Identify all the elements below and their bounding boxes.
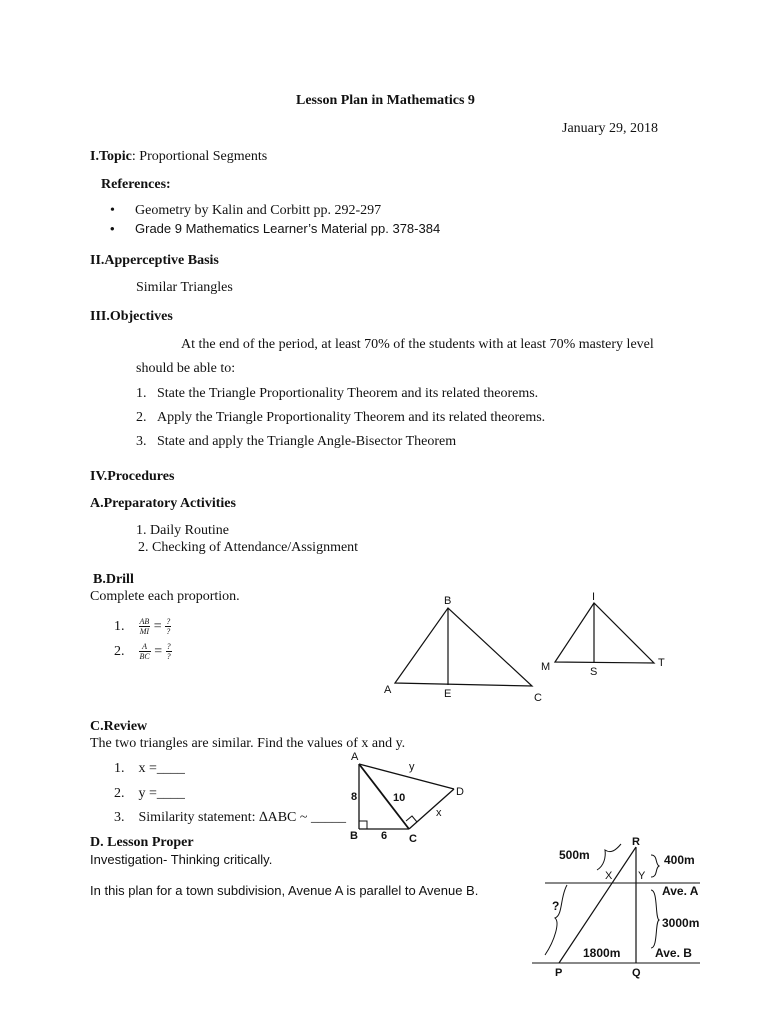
label-b: B bbox=[444, 595, 452, 607]
drill-item-number: 2. bbox=[114, 644, 125, 659]
right-angle-b bbox=[359, 821, 367, 829]
label-c: C bbox=[534, 692, 542, 704]
label-10: 10 bbox=[393, 792, 406, 804]
reference-item: • Geometry by Kalin and Corbitt pp. 292-297 bbox=[110, 202, 440, 220]
label-e: E bbox=[444, 688, 452, 700]
label-y: y bbox=[409, 761, 415, 773]
review-item-number: 1. bbox=[114, 761, 125, 776]
review-instruction: The two triangles are similar. Find the values of x and y. bbox=[90, 736, 406, 751]
label-x: X bbox=[605, 870, 613, 882]
label-a: A bbox=[384, 684, 392, 696]
side-dc bbox=[409, 789, 454, 829]
label-400m: 400m bbox=[664, 853, 695, 867]
label-ave-b: Ave. B bbox=[655, 946, 692, 960]
review-item-text: y =____ bbox=[138, 786, 185, 801]
objectives-intro-cont: should be able to: bbox=[136, 361, 236, 376]
review-item bbox=[114, 786, 185, 802]
label-y: Y bbox=[638, 870, 646, 882]
label-unknown: ? bbox=[552, 899, 560, 913]
topic-label: I.Topic bbox=[90, 149, 132, 164]
label-d: D bbox=[456, 786, 464, 798]
brace-3000m bbox=[651, 890, 659, 948]
label-t: T bbox=[658, 657, 665, 669]
preparatory-heading: A.Preparatory Activities bbox=[90, 496, 236, 511]
review-item-text: x =____ bbox=[138, 761, 185, 776]
equals-sign: = bbox=[153, 619, 162, 634]
drill-heading: B.Drill bbox=[93, 572, 134, 587]
label-b: B bbox=[350, 830, 358, 842]
document-title: Lesson Plan in Mathematics 9 bbox=[296, 93, 475, 108]
label-x: x bbox=[436, 807, 442, 819]
label-ave-a: Ave. A bbox=[662, 884, 699, 898]
review-item-text: Similarity statement: ∆ABC ~ _____ bbox=[138, 810, 346, 825]
side-ad bbox=[359, 764, 454, 789]
brace-unknown bbox=[545, 885, 567, 955]
review-item bbox=[114, 761, 185, 777]
apperceptive-heading: II.Apperceptive Basis bbox=[90, 253, 219, 268]
label-a: A bbox=[351, 751, 359, 763]
lesson-proper-line: Investigation- Thinking critically. bbox=[90, 852, 273, 867]
subdivision-figure bbox=[532, 836, 700, 979]
objective-text: State the Triangle Proportionality Theorem and its related theorems. bbox=[157, 386, 539, 401]
label-3000m: 3000m bbox=[662, 916, 700, 930]
triangle-mit bbox=[555, 603, 654, 663]
review-heading: C.Review bbox=[90, 719, 148, 734]
objective-text: State and apply the Triangle Angle-Bisector Theorem bbox=[157, 434, 457, 449]
label-q: Q bbox=[632, 967, 641, 979]
label-1800m: 1800m bbox=[583, 946, 621, 960]
objectives-intro: At the end of the period, at least 70% of the students with at least 70% mastery level bbox=[181, 337, 654, 352]
drill-item-number: 1. bbox=[114, 619, 125, 634]
right-angle-c bbox=[406, 816, 417, 822]
procedures-heading: IV.Procedures bbox=[90, 469, 175, 484]
review-figure bbox=[350, 751, 464, 845]
objective-number: 1. bbox=[136, 386, 147, 401]
label-s: S bbox=[590, 666, 598, 678]
objective-number: 3. bbox=[136, 434, 147, 449]
triangle-abc bbox=[395, 608, 532, 686]
lesson-proper-line: In this plan for a town subdivision, Avenue A is parallel to Avenue B. bbox=[90, 883, 479, 898]
brace-500m bbox=[597, 844, 621, 870]
reference-item: • Grade 9 Mathematics Learner’s Material pp. 378-384 bbox=[110, 220, 440, 238]
drill-fraction: $\frac{?}{?}$ bbox=[166, 617, 171, 637]
review-item-number: 2. bbox=[114, 786, 125, 801]
objectives-heading: III.Objectives bbox=[90, 309, 173, 324]
drill-fraction: $\frac{?}{?}$ bbox=[166, 642, 171, 662]
topic-value: : Proportional Segments bbox=[131, 149, 268, 164]
label-i: I bbox=[592, 591, 596, 603]
objective-text: Apply the Triangle Proportionality Theorem and its related theorems. bbox=[157, 410, 546, 425]
drill-fraction: $\frac{AB}{MI}$ bbox=[139, 617, 150, 637]
review-item-number: 3. bbox=[114, 810, 125, 825]
objective-number: 2. bbox=[136, 410, 147, 425]
apperceptive-text: Similar Triangles bbox=[136, 280, 233, 295]
document-date: January 29, 2018 bbox=[562, 121, 659, 136]
label-8: 8 bbox=[351, 791, 358, 803]
label-r: R bbox=[632, 836, 640, 848]
label-p: P bbox=[555, 967, 563, 979]
drill-fraction: $\frac{A}{BC}$ bbox=[139, 642, 150, 662]
label-c: C bbox=[409, 833, 417, 845]
label-6: 6 bbox=[381, 830, 388, 842]
label-m: M bbox=[541, 661, 551, 673]
equals-sign: = bbox=[154, 644, 163, 659]
lesson-proper-heading: D. Lesson Proper bbox=[90, 835, 194, 850]
review-item bbox=[114, 810, 346, 826]
preparatory-item: 1. Daily Routine bbox=[136, 523, 229, 538]
label-500m: 500m bbox=[559, 848, 590, 862]
drill-instruction: Complete each proportion. bbox=[90, 589, 240, 604]
preparatory-item: 2. Checking of Attendance/Assignment bbox=[138, 540, 359, 555]
references-label: References: bbox=[101, 177, 171, 192]
brace-400m bbox=[651, 855, 659, 877]
